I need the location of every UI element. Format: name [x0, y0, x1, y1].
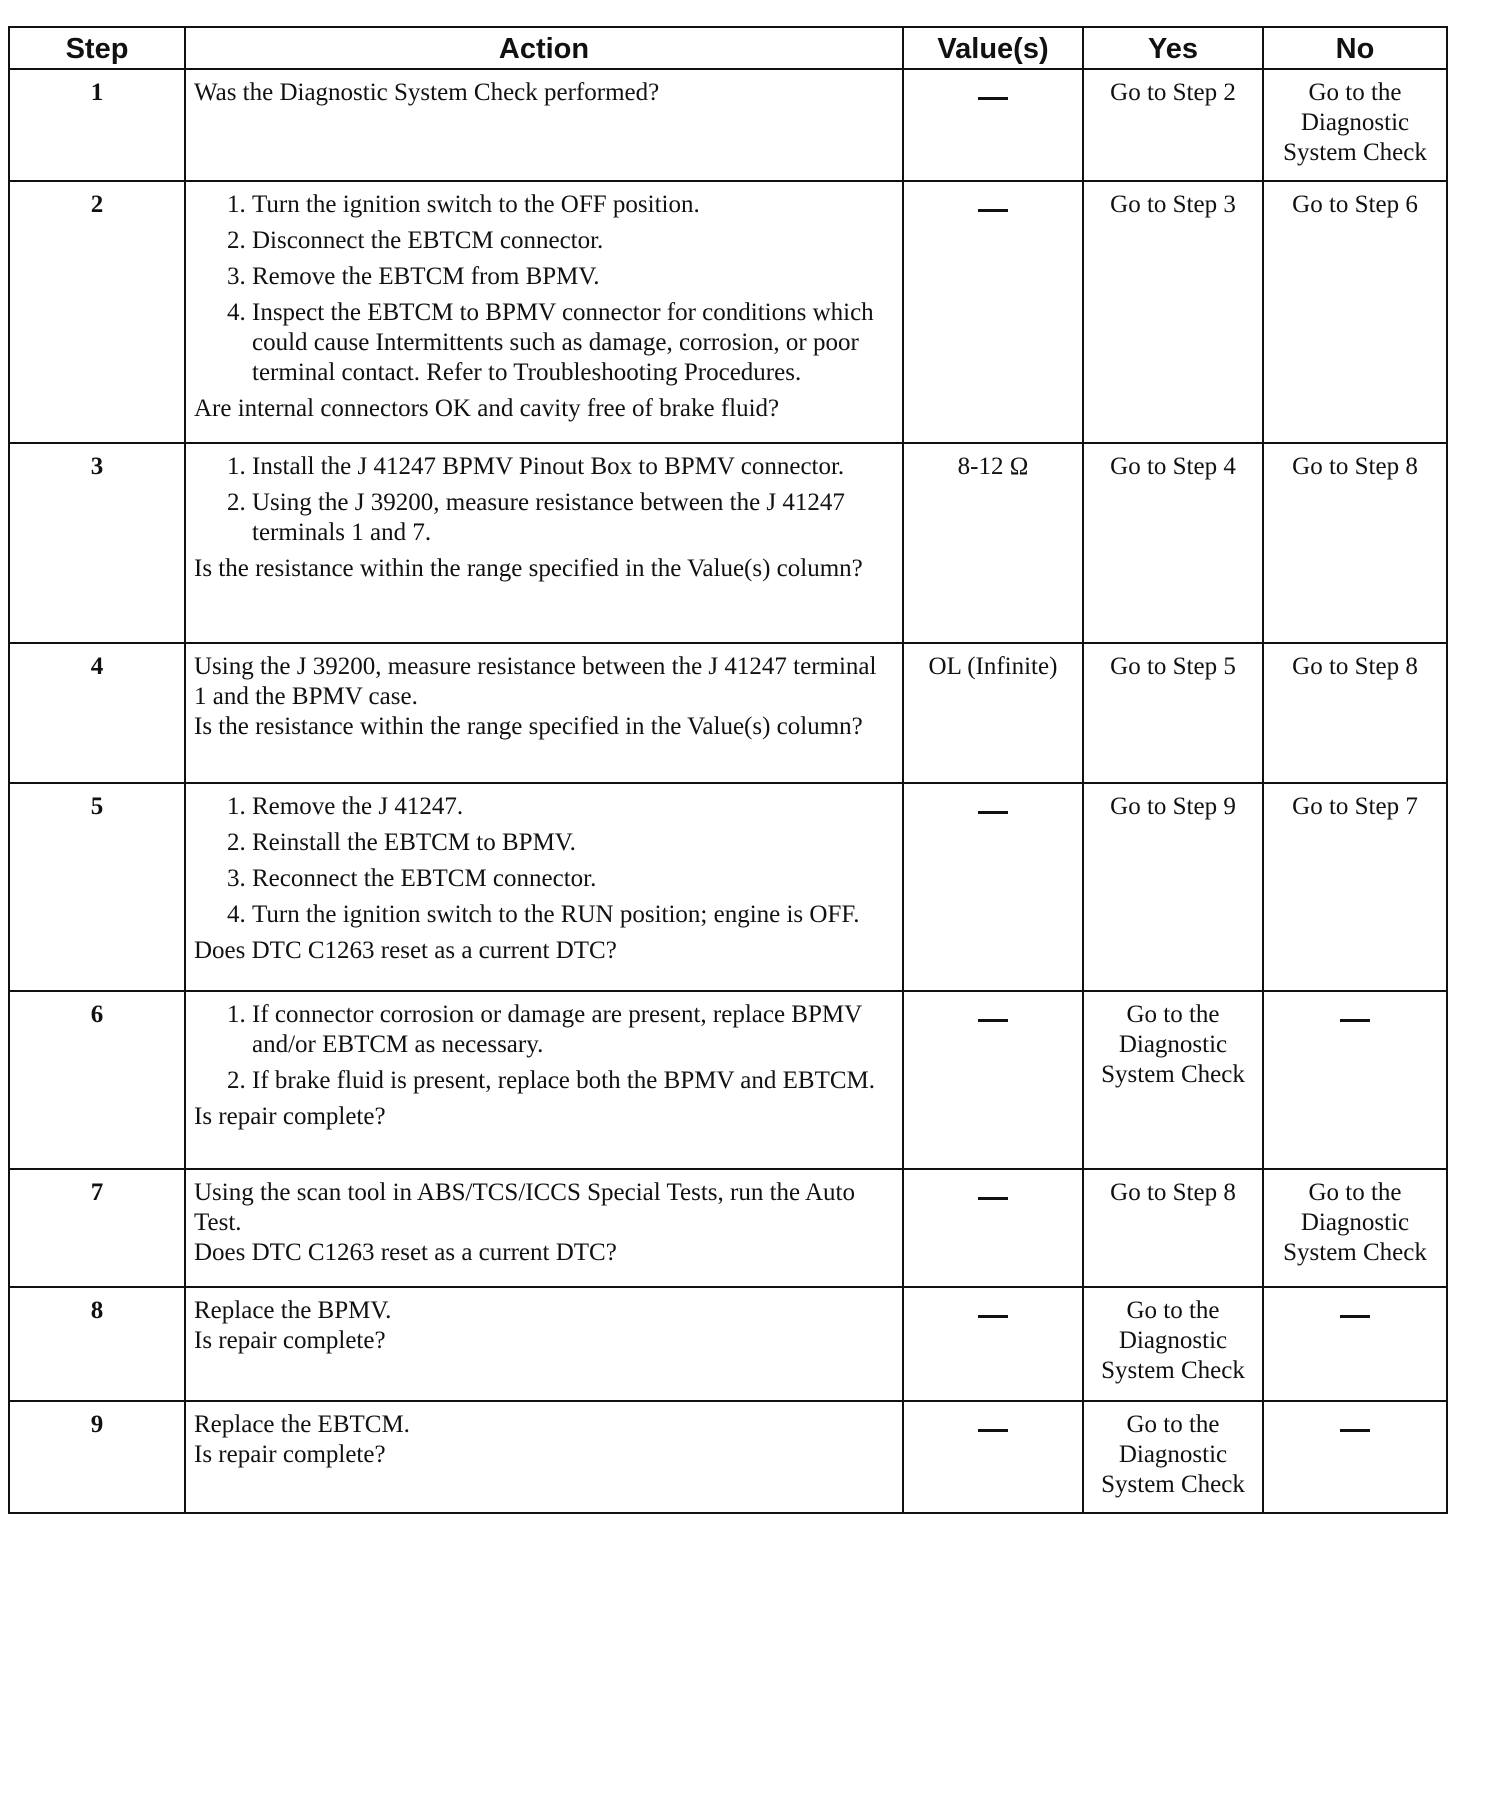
no-cell	[1263, 443, 1447, 643]
no-text: Go to Step 6	[1292, 191, 1418, 218]
yes-text: Go to Step 8	[1110, 1179, 1236, 1206]
no-cell	[1263, 181, 1447, 443]
value-cell	[903, 783, 1083, 991]
table-row	[9, 69, 1447, 181]
yes-cell	[1083, 643, 1263, 783]
yes-cell	[1083, 443, 1263, 643]
yes-cell	[1083, 1401, 1263, 1513]
value-cell	[903, 1287, 1083, 1401]
no-text	[1340, 1429, 1370, 1432]
action-question: Is repair complete?	[194, 1441, 386, 1468]
action-cell	[185, 443, 903, 643]
action-text: Using the J 39200, measure resistance between the J 41247 terminal 1 and the BPMV case.	[194, 653, 877, 710]
value-cell	[903, 643, 1083, 783]
step-cell: 6	[9, 991, 185, 1169]
step-cell: 5	[9, 783, 185, 991]
table-row	[9, 443, 1447, 643]
table-row	[9, 1169, 1447, 1287]
no-cell	[1263, 643, 1447, 783]
yes-text: Go to the Diagnostic System Check	[1101, 1297, 1245, 1384]
yes-cell	[1083, 69, 1263, 181]
action-question: Is the resistance within the range specified in the Value(s) column?	[194, 555, 863, 582]
action-step-item: 1. Turn the ignition switch to the OFF position.	[252, 190, 894, 220]
no-cell	[1263, 991, 1447, 1169]
header-row	[9, 27, 1447, 69]
no-cell	[1263, 783, 1447, 991]
action-cell	[185, 181, 903, 443]
table-row	[9, 1287, 1447, 1401]
yes-cell	[1083, 1169, 1263, 1287]
table-row	[9, 1401, 1447, 1513]
step-cell: 8	[9, 1287, 185, 1401]
yes-text: Go to Step 9	[1110, 793, 1236, 820]
no-cell	[1263, 1401, 1447, 1513]
value-text: OL (Infinite)	[928, 653, 1058, 680]
table-row	[9, 783, 1447, 991]
action-text: Replace the EBTCM.	[194, 1411, 410, 1438]
value-cell	[903, 69, 1083, 181]
action-steps-list	[194, 792, 894, 930]
action-question: Is the resistance within the range specified in the Value(s) column?	[194, 713, 863, 740]
action-step-item: 2. Using the J 39200, measure resistance between the J 41247 terminals 1 and 7.	[252, 488, 894, 548]
action-step-item: 2. If brake fluid is present, replace both the BPMV and EBTCM.	[252, 1066, 894, 1096]
step-cell: 2	[9, 181, 185, 443]
action-step-item: 4. Inspect the EBTCM to BPMV connector for conditions which could cause Intermittents such as damage, corrosion, or poor terminal contact. Refer to Troubleshooting Procedures.	[252, 298, 894, 388]
no-text: Go to Step 8	[1292, 453, 1418, 480]
value-cell	[903, 443, 1083, 643]
step-cell: 9	[9, 1401, 185, 1513]
action-question: Does DTC C1263 reset as a current DTC?	[194, 937, 617, 964]
action-step-item: 2. Disconnect the EBTCM connector.	[252, 226, 894, 256]
no-text: Go to the Diagnostic System Check	[1283, 1179, 1427, 1266]
action-cell	[185, 643, 903, 783]
step-cell: 4	[9, 643, 185, 783]
action-steps-list	[194, 1000, 894, 1096]
action-cell	[185, 1401, 903, 1513]
action-step-item: 1. If connector corrosion or damage are present, replace BPMV and/or EBTCM as necessary.	[252, 1000, 894, 1060]
table-row	[9, 181, 1447, 443]
yes-text: Go to Step 2	[1110, 79, 1236, 106]
action-cell	[185, 1169, 903, 1287]
yes-cell	[1083, 783, 1263, 991]
value-text	[978, 209, 1008, 212]
step-cell: 7	[9, 1169, 185, 1287]
action-question: Is repair complete?	[194, 1327, 386, 1354]
value-cell	[903, 991, 1083, 1169]
action-step-item: 4. Turn the ignition switch to the RUN position; engine is OFF.	[252, 900, 894, 930]
value-text	[978, 97, 1008, 100]
value-cell	[903, 181, 1083, 443]
no-text: Go to Step 7	[1292, 793, 1418, 820]
action-text: Was the Diagnostic System Check performed?	[194, 79, 660, 106]
no-cell	[1263, 1287, 1447, 1401]
action-cell	[185, 69, 903, 181]
value-text	[978, 1019, 1008, 1022]
action-step-item: 1. Install the J 41247 BPMV Pinout Box to BPMV connector.	[252, 452, 894, 482]
yes-text: Go to the Diagnostic System Check	[1101, 1001, 1245, 1088]
value-text	[978, 811, 1008, 814]
value-text	[978, 1315, 1008, 1318]
value-text	[978, 1429, 1008, 1432]
action-cell	[185, 783, 903, 991]
action-step-item: 3. Reconnect the EBTCM connector.	[252, 864, 894, 894]
action-cell	[185, 991, 903, 1169]
action-step-item: 3. Remove the EBTCM from BPMV.	[252, 262, 894, 292]
no-text	[1340, 1019, 1370, 1022]
action-step-item: 1. Remove the J 41247.	[252, 792, 894, 822]
action-question: Is repair complete?	[194, 1103, 386, 1130]
yes-cell	[1083, 991, 1263, 1169]
yes-cell	[1083, 181, 1263, 443]
no-text: Go to the Diagnostic System Check	[1283, 79, 1427, 166]
table-body	[9, 69, 1447, 1513]
value-text	[978, 1197, 1008, 1200]
action-cell	[185, 1287, 903, 1401]
yes-cell	[1083, 1287, 1263, 1401]
action-step-item: 2. Reinstall the EBTCM to BPMV.	[252, 828, 894, 858]
step-cell: 3	[9, 443, 185, 643]
yes-text: Go to the Diagnostic System Check	[1101, 1411, 1245, 1498]
action-steps-list	[194, 190, 894, 388]
no-text: Go to Step 8	[1292, 653, 1418, 680]
yes-text: Go to Step 3	[1110, 191, 1236, 218]
value-cell	[903, 1401, 1083, 1513]
yes-text: Go to Step 5	[1110, 653, 1236, 680]
header-step: Step	[9, 27, 185, 69]
yes-text: Go to Step 4	[1110, 453, 1236, 480]
table-row	[9, 991, 1447, 1169]
table-row	[9, 643, 1447, 783]
value-text: 8-12 Ω	[957, 453, 1029, 480]
action-question: Does DTC C1263 reset as a current DTC?	[194, 1239, 617, 1266]
action-text: Using the scan tool in ABS/TCS/ICCS Special Tests, run the Auto Test.	[194, 1179, 855, 1236]
header-yes: Yes	[1083, 27, 1263, 69]
no-text	[1340, 1315, 1370, 1318]
action-text: Replace the BPMV.	[194, 1297, 392, 1324]
step-cell: 1	[9, 69, 185, 181]
header-values: Value(s)	[903, 27, 1083, 69]
no-cell	[1263, 1169, 1447, 1287]
action-steps-list	[194, 452, 894, 548]
header-no: No	[1263, 27, 1447, 69]
action-question: Are internal connectors OK and cavity free of brake fluid?	[194, 395, 780, 422]
value-cell	[903, 1169, 1083, 1287]
diagnostic-table	[8, 26, 1448, 1514]
header-action: Action	[185, 27, 903, 69]
no-cell	[1263, 69, 1447, 181]
